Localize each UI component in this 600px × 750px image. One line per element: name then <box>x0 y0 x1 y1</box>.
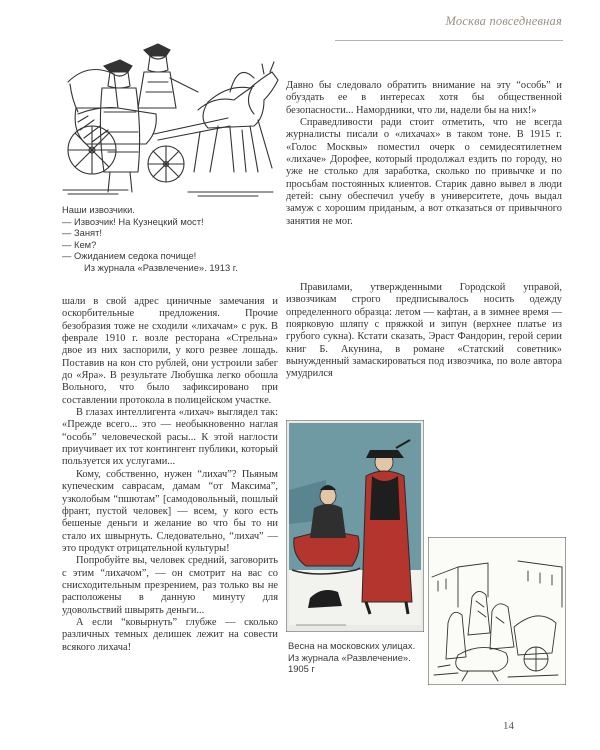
paragraph: Справедливости ради стоит отметить, что не всегда журналисты писали о «лихачах» в таком тоне. В 1915 г. «Голос Москвы» поместил очерк о семидесятилетнем «лихаче» Дорофее, который продолжал ездить по городу, но уже не столько для заработка, сколько по привычке и по просьбам постоянных клиентов. Старик давно вывел в люди детей: сыну обеспечил учебу в университете, дочь выдал замуж с хорошим приданым, а вот отказаться от привычного занятия не мог. <box>286 117 562 227</box>
paragraph: В глазах интеллигента «лихач» выглядел так: «Прежде всего... это — необыкновенно наглая “особь” человеческой расы... К этой наглости приучивает их тот контингент публики, который пользуется их услугами... <box>62 407 278 468</box>
running-title: Москва повседневная <box>445 14 562 28</box>
caption-top <box>62 204 282 274</box>
paragraph: А если “ковырнуть” глубже — сколько различных темных делишек лежит на совести всякого лихача! <box>62 616 278 653</box>
text-column-right-top <box>286 80 562 228</box>
caption-line: — Ожиданием седока почище! <box>62 250 197 262</box>
paragraph: шали в свой адрес циничные замечания и оскорбительные предложения. Прочие безобразия тоже не сходили «лихачам» с рук. В феврале 1910 г. возле ресторана «Стрельна» двое из них заспорили, у кого резвее лошадь. Поставив на кон сто рублей, они устроили забег до «Яра». В результате Любушка легко обошла Вольного, что было зафиксировано при составлении протокола в полицейском участке. <box>62 296 278 406</box>
caption-line: — Извозчик! На Кузнецкий мост! <box>62 215 204 227</box>
caption-line: 1905 г <box>288 663 315 675</box>
caption-line: Из журнала «Развлечение». <box>288 651 411 663</box>
header-rule <box>335 40 563 41</box>
caption-source: Из журнала «Развлечение». 1913 г. <box>84 261 238 273</box>
paragraph: Правилами, утвержденными Городской управой, извозчикам строго предписывалось носить одежду определенного образца: летом — кафтан, а в зимнее время — поярковую шляпу с пряжкой и зипун (верхнее платье из грубого сукна). Кстати сказать, Эраст Фандорин, герой серии книг Б. Акунина, в романе «Статский советник» вынужденный замаскироваться под извозчика, по воле автора умудрился <box>286 282 562 380</box>
cab-driver-sketch-illustration <box>58 22 284 202</box>
caption-line: Наши извозчики. <box>62 204 135 215</box>
page-number: 14 <box>503 720 514 732</box>
caption-bottom <box>288 640 428 675</box>
caption-line: — Кем? <box>62 238 97 250</box>
paragraph: Кому, собственно, нужен “лихач”? Пьяным купеческим саврасам, дамам “от Максима”, узколобым “пшютам” [самодовольный, пошлый франт, пустой человек] — всем, у кого есть бешеные деньги и желание во что бы то ни стало их швырнуть. Следовательно, “лихач” — это продукт отрицательной культуры! <box>62 468 278 554</box>
street-scene-sketch-illustration <box>428 537 566 685</box>
text-column-left <box>62 296 278 654</box>
caption-line: — Занят! <box>62 227 103 239</box>
paragraph: Попробуйте вы, человек средний, заговорить с этим “лихачом”, — он смотрит на вас со снисходительным презрением, раз только вы не расположены в данную минуту для удовольствий швырять деньги... <box>62 555 278 616</box>
text-column-right-bottom <box>286 282 562 381</box>
caption-line: Весна на московских улицах. <box>288 640 416 651</box>
poster-illustration <box>286 420 424 632</box>
paragraph: Давно бы следовало обратить внимание на эту “особь” и обуздать ее в интересах хотя бы общественной безопасности... Намордники, что ли, надели бы на них!» <box>286 80 562 116</box>
